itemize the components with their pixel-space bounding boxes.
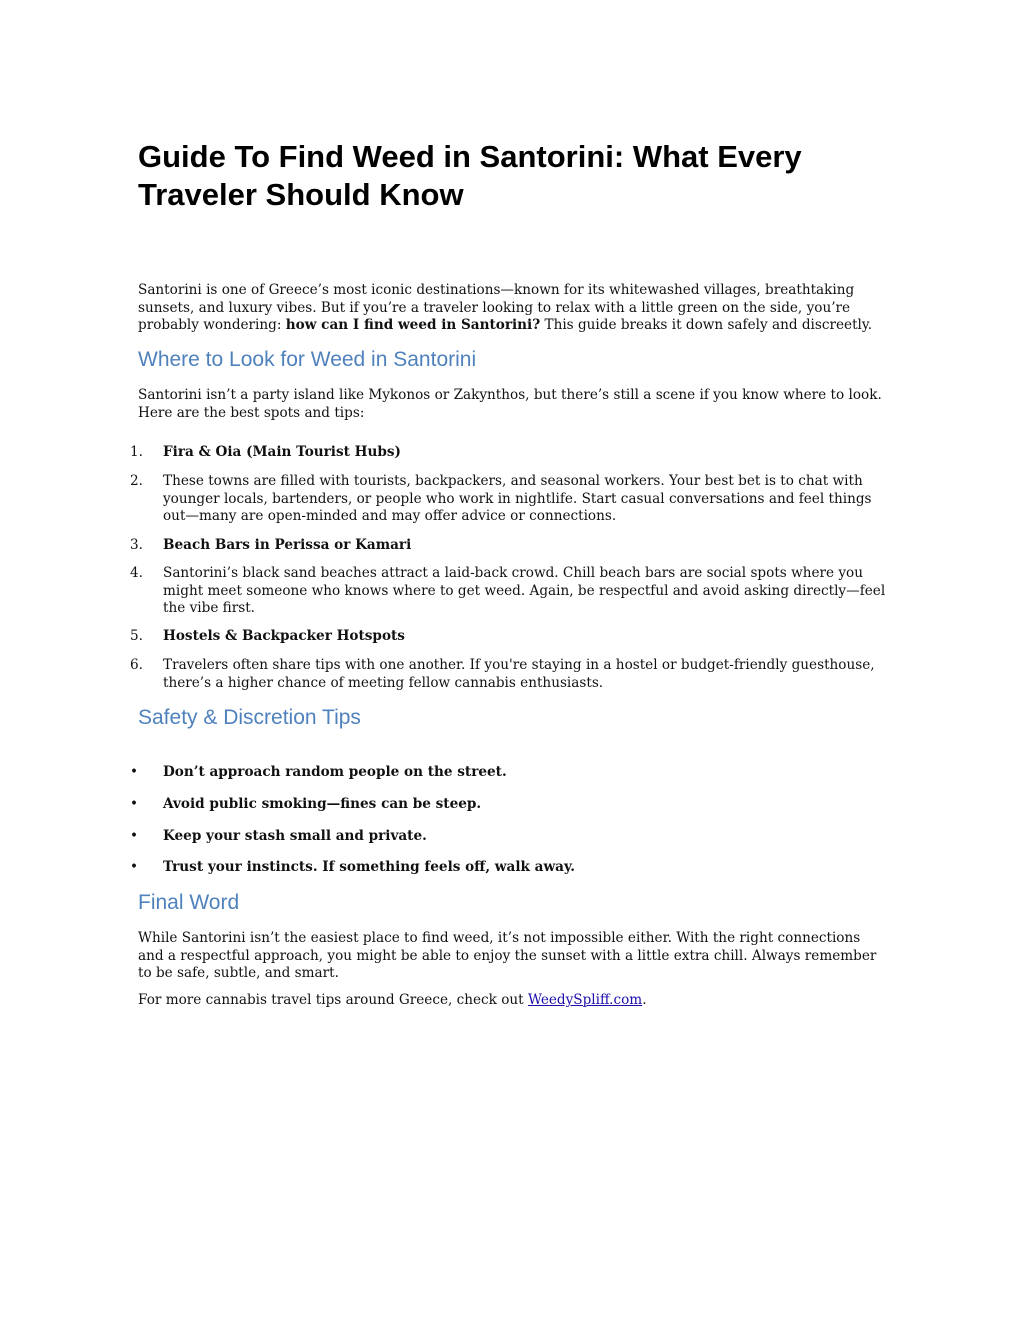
list-item-text: Santorini’s black sand beaches attract a laid-back crowd. Chill beach bars are social spots where you might meet someone who knows where to get weed. Again, be respectful and avoid asking directly—feel the vibe first. — [163, 565, 886, 616]
final-paragraph: While Santorini isn’t the easiest place to find weed, it’s not impossible either. With the right connections and a respectful approach, you might be able to enjoy the sunset with a little extra chill. Always remember to be safe, subtle, and smart. — [138, 930, 877, 981]
where-intro-paragraph: Santorini isn’t a party island like Mykonos or Zakynthos, but there’s still a scene if you know where to look. Here are the best spots and tips: — [138, 387, 882, 421]
cta-paragraph — [138, 992, 890, 1010]
intro-text-start: Santorini is one of Greece’s most iconic destinations—known for its whitewashed villages, breathtaking sunsets, and luxury vibes. But if you’re a traveler looking to relax with a little green on the side, you’re probably wondering: — [138, 282, 855, 333]
page-title: Guide To Find Weed in Santorini: What Every Traveler Should Know — [138, 139, 802, 212]
bullet-text: Trust your instincts. If something feels off, walk away. — [163, 859, 576, 875]
list-item-text: These towns are filled with tourists, backpackers, and seasonal workers. Your best bet is to chat with younger locals, bartenders, or people who work in nightlife. Start casual conversations and feel things out—many are open-minded and may offer advice or connections. — [163, 473, 872, 524]
intro-bold-question: how can I find weed in Santorini? — [285, 317, 541, 333]
bullet-item — [130, 764, 890, 782]
bullet-item — [130, 828, 890, 846]
weedyspliff-link[interactable]: WeedySpliff.com — [527, 992, 643, 1008]
list-item-text: Hostels & Backpacker Hotspots — [163, 628, 405, 644]
list-item — [130, 444, 890, 462]
list-item — [130, 628, 890, 646]
cta-text: For more cannabis travel tips around Greece, check out — [138, 992, 528, 1008]
list-number: 2. — [130, 473, 143, 489]
bullet-icon: • — [130, 828, 139, 844]
heading-where-to-look: Where to Look for Weed in Santorini — [138, 348, 477, 371]
list-number: 6. — [130, 657, 143, 673]
bullet-text: Don’t approach random people on the street. — [163, 764, 507, 780]
list-item-text: Travelers often share tips with one another. If you're staying in a hostel or budget-friendly guesthouse, there’s a higher chance of meeting fellow cannabis enthusiasts. — [163, 657, 875, 691]
list-number: 1. — [130, 444, 143, 460]
list-item — [130, 565, 890, 618]
bullet-text: Avoid public smoking—fines can be steep. — [163, 796, 482, 812]
bullet-icon: • — [130, 859, 139, 875]
list-item — [130, 657, 890, 692]
list-item — [130, 473, 890, 526]
list-number: 5. — [130, 628, 143, 644]
bullet-item — [130, 796, 890, 814]
bullet-text: Keep your stash small and private. — [163, 828, 427, 844]
bullet-icon: • — [130, 764, 139, 780]
list-item — [130, 537, 890, 555]
heading-final-word: Final Word — [138, 891, 240, 914]
cta-end: . — [642, 992, 647, 1008]
list-item-text: Beach Bars in Perissa or Kamari — [163, 537, 412, 553]
list-item-text: Fira & Oia (Main Tourist Hubs) — [163, 444, 401, 460]
list-number: 3. — [130, 537, 143, 553]
intro-text-end: This guide breaks it down safely and discreetly. — [540, 317, 873, 333]
bullet-item — [130, 859, 890, 877]
intro-paragraph — [138, 282, 890, 335]
list-number: 4. — [130, 565, 143, 581]
heading-safety-tips: Safety & Discretion Tips — [138, 706, 361, 729]
bullet-icon: • — [130, 796, 139, 812]
